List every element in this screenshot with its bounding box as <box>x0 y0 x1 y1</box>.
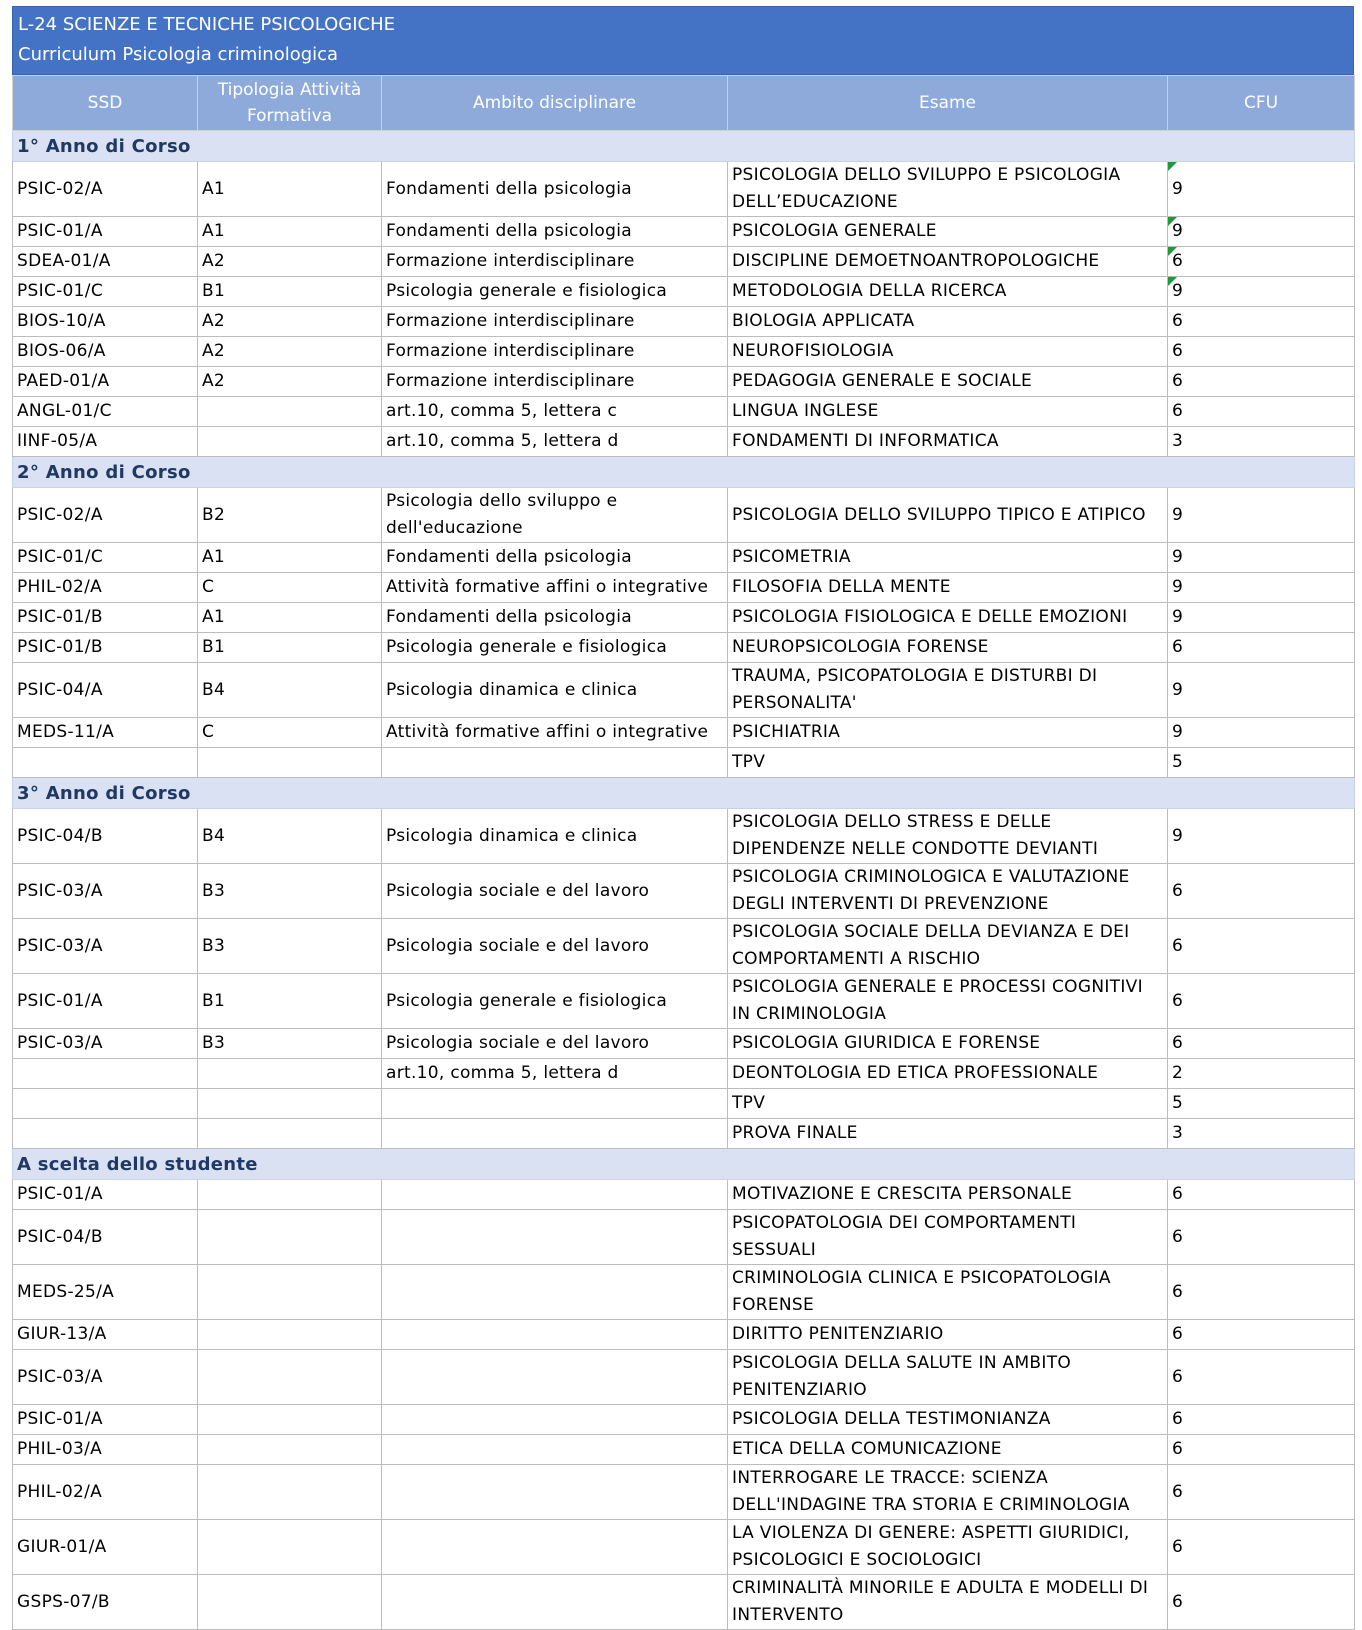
table-row <box>13 337 1355 367</box>
cell-ssd[interactable] <box>13 1119 198 1149</box>
cell-ambito[interactable]: Fondamenti della psicologia <box>382 603 728 633</box>
cell-cfu[interactable] <box>1168 543 1355 573</box>
cell-esame[interactable]: INTERROGARE LE TRACCE: SCIENZA DELL'INDAGINE TRA STORIA E CRIMINOLOGIA <box>728 1465 1168 1520</box>
cell-cfu[interactable] <box>1168 1350 1355 1405</box>
cell-cfu[interactable] <box>1168 1405 1355 1435</box>
cell-ssd[interactable]: PSIC-02/A <box>13 162 198 217</box>
cell-ssd[interactable]: ANGL-01/C <box>13 397 198 427</box>
cell-esame[interactable]: METODOLOGIA DELLA RICERCA <box>728 277 1168 307</box>
cell-tipologia[interactable]: C <box>198 573 382 603</box>
cfu-value: 6 <box>1172 1184 1184 1204</box>
cell-cfu[interactable] <box>1168 162 1355 217</box>
cell-tipologia[interactable]: A2 <box>198 337 382 367</box>
cell-cfu[interactable] <box>1168 809 1355 864</box>
cfu-value: 2 <box>1172 1063 1184 1083</box>
cell-esame[interactable]: PSICOLOGIA DELLO STRESS E DELLE DIPENDENZE NELLE CONDOTTE DEVIANTI <box>728 809 1168 864</box>
table-row <box>13 1029 1355 1059</box>
cell-esame[interactable]: ETICA DELLA COMUNICAZIONE <box>728 1435 1168 1465</box>
cell-tipologia[interactable]: A1 <box>198 162 382 217</box>
table-row <box>13 748 1355 778</box>
header-ambito[interactable]: Ambito disciplinare <box>382 76 728 131</box>
table-row <box>13 603 1355 633</box>
cell-esame[interactable]: PSICOLOGIA DELLO SVILUPPO TIPICO E ATIPICO <box>728 488 1168 543</box>
cell-esame[interactable]: DIRITTO PENITENZIARIO <box>728 1320 1168 1350</box>
cell-cfu[interactable] <box>1168 1520 1355 1575</box>
exam-table <box>12 75 1355 1630</box>
cell-ambito[interactable]: Attività formative affini o integrative <box>382 718 728 748</box>
cell-esame[interactable]: FILOSOFIA DELLA MENTE <box>728 573 1168 603</box>
cell-esame[interactable]: PSICOLOGIA DELLA SALUTE IN AMBITO PENITENZIARIO <box>728 1350 1168 1405</box>
curriculum-title: Curriculum Psicologia criminologica <box>18 44 339 65</box>
cell-cfu[interactable] <box>1168 397 1355 427</box>
cfu-value: 6 <box>1172 341 1184 361</box>
cell-cfu[interactable] <box>1168 573 1355 603</box>
cfu-value: 6 <box>1172 311 1184 331</box>
cell-ssd[interactable]: PSIC-01/C <box>13 543 198 573</box>
cell-cfu[interactable] <box>1168 718 1355 748</box>
table-row <box>13 1265 1355 1320</box>
cell-esame[interactable]: PSICOLOGIA FISIOLOGICA E DELLE EMOZIONI <box>728 603 1168 633</box>
table-row <box>13 277 1355 307</box>
cell-tipologia[interactable]: B3 <box>198 864 382 919</box>
comment-indicator-icon <box>1168 217 1177 226</box>
cell-tipologia[interactable] <box>198 427 382 457</box>
cell-cfu[interactable] <box>1168 367 1355 397</box>
header-row <box>13 76 1355 131</box>
cell-tipologia[interactable] <box>198 1520 382 1575</box>
cell-ssd[interactable]: PHIL-03/A <box>13 1435 198 1465</box>
cell-ambito[interactable]: Attività formative affini o integrative <box>382 573 728 603</box>
table-row <box>13 307 1355 337</box>
cell-ambito[interactable] <box>382 1520 728 1575</box>
cell-esame[interactable]: PSICHIATRIA <box>728 718 1168 748</box>
cell-esame[interactable]: PEDAGOGIA GENERALE E SOCIALE <box>728 367 1168 397</box>
cfu-value: 6 <box>1172 1324 1184 1344</box>
cell-ssd[interactable]: PSIC-04/B <box>13 809 198 864</box>
cell-esame[interactable]: CRIMINOLOGIA CLINICA E PSICOPATOLOGIA FORENSE <box>728 1265 1168 1320</box>
table-row <box>13 864 1355 919</box>
cfu-value: 6 <box>1172 1366 1184 1387</box>
header-ssd[interactable]: SSD <box>13 76 198 131</box>
cfu-value: 6 <box>1172 637 1184 657</box>
cell-ambito[interactable] <box>382 1265 728 1320</box>
cfu-value: 3 <box>1172 431 1184 451</box>
cell-cfu[interactable] <box>1168 1265 1355 1320</box>
table-row <box>13 247 1355 277</box>
cell-ssd[interactable]: PSIC-04/A <box>13 663 198 718</box>
section-label[interactable]: 3° Anno di Corso <box>13 778 1355 809</box>
cell-esame[interactable]: CRIMINALITÀ MINORILE E ADULTA E MODELLI DI INTERVENTO <box>728 1575 1168 1630</box>
cell-cfu[interactable] <box>1168 603 1355 633</box>
cell-ambito[interactable]: art.10, comma 5, lettera d <box>382 427 728 457</box>
cfu-value: 9 <box>1172 281 1184 301</box>
cell-tipologia[interactable]: B4 <box>198 809 382 864</box>
cell-cfu[interactable] <box>1168 663 1355 718</box>
cell-cfu[interactable] <box>1168 1435 1355 1465</box>
cell-ambito[interactable]: Psicologia sociale e del lavoro <box>382 1029 728 1059</box>
cell-ssd[interactable]: BIOS-10/A <box>13 307 198 337</box>
cell-ssd[interactable] <box>13 1059 198 1089</box>
cell-tipologia[interactable] <box>198 1119 382 1149</box>
cell-ssd[interactable]: PSIC-03/A <box>13 1350 198 1405</box>
cell-tipologia[interactable]: A1 <box>198 543 382 573</box>
section-row <box>13 457 1355 488</box>
cell-cfu[interactable] <box>1168 974 1355 1029</box>
cell-tipologia[interactable]: B3 <box>198 919 382 974</box>
cell-cfu[interactable] <box>1168 1089 1355 1119</box>
cell-tipologia[interactable]: B1 <box>198 974 382 1029</box>
cfu-value: 9 <box>1172 679 1184 700</box>
cell-cfu[interactable] <box>1168 1575 1355 1630</box>
cell-esame[interactable]: PSICOLOGIA DELLO SVILUPPO E PSICOLOGIA DELL’EDUCAZIONE <box>728 162 1168 217</box>
section-label[interactable]: 2° Anno di Corso <box>13 457 1355 488</box>
cell-esame[interactable]: PSICOMETRIA <box>728 543 1168 573</box>
cfu-value: 6 <box>1172 1481 1184 1502</box>
cell-tipologia[interactable]: B3 <box>198 1029 382 1059</box>
table-row <box>13 162 1355 217</box>
cell-ambito[interactable] <box>382 1180 728 1210</box>
cfu-value: 6 <box>1172 990 1184 1011</box>
table-row <box>13 1210 1355 1265</box>
cfu-value: 6 <box>1172 880 1184 901</box>
cell-ambito[interactable]: Psicologia dinamica e clinica <box>382 663 728 718</box>
table-row <box>13 633 1355 663</box>
cell-esame[interactable]: NEUROFISIOLOGIA <box>728 337 1168 367</box>
cell-esame[interactable]: LA VIOLENZA DI GENERE: ASPETTI GIURIDICI, PSICOLOGICI E SOCIOLOGICI <box>728 1520 1168 1575</box>
cell-tipologia[interactable]: B4 <box>198 663 382 718</box>
cell-ambito[interactable]: Psicologia dello sviluppo e dell'educazione <box>382 488 728 543</box>
cell-esame[interactable]: PSICOLOGIA SOCIALE DELLA DEVIANZA E DEI COMPORTAMENTI A RISCHIO <box>728 919 1168 974</box>
cell-cfu[interactable] <box>1168 633 1355 663</box>
cfu-value: 6 <box>1172 1226 1184 1247</box>
course-title: L-24 SCIENZE E TECNICHE PSICOLOGICHE <box>18 14 396 35</box>
section-label[interactable]: 1° Anno di Corso <box>13 131 1355 162</box>
cell-tipologia[interactable]: B1 <box>198 277 382 307</box>
cell-esame[interactable]: PROVA FINALE <box>728 1119 1168 1149</box>
cell-ssd[interactable]: GSPS-07/B <box>13 1575 198 1630</box>
header-esame[interactable]: Esame <box>728 76 1168 131</box>
table-row <box>13 1059 1355 1089</box>
table-row <box>13 488 1355 543</box>
cfu-value: 9 <box>1172 547 1184 567</box>
cell-ambito[interactable]: Psicologia sociale e del lavoro <box>382 919 728 974</box>
cell-ambito[interactable] <box>382 1435 728 1465</box>
cell-ssd[interactable]: GIUR-13/A <box>13 1320 198 1350</box>
comment-indicator-icon <box>1168 247 1177 256</box>
cell-esame[interactable]: BIOLOGIA APPLICATA <box>728 307 1168 337</box>
cell-ssd[interactable]: PHIL-02/A <box>13 573 198 603</box>
cell-ssd[interactable]: SDEA-01/A <box>13 247 198 277</box>
cfu-value: 6 <box>1172 1281 1184 1302</box>
cell-esame[interactable]: TPV <box>728 1089 1168 1119</box>
table-row <box>13 1320 1355 1350</box>
cell-ambito[interactable] <box>382 1210 728 1265</box>
cell-cfu[interactable] <box>1168 864 1355 919</box>
table-row <box>13 1405 1355 1435</box>
header-tipologia[interactable]: Tipologia Attività Formativa <box>198 76 382 131</box>
cfu-value: 9 <box>1172 825 1184 846</box>
cell-ambito[interactable]: Formazione interdisciplinare <box>382 367 728 397</box>
cell-ssd[interactable]: PSIC-03/A <box>13 1029 198 1059</box>
table-row <box>13 1350 1355 1405</box>
cell-ssd[interactable]: PSIC-01/B <box>13 633 198 663</box>
cell-ssd[interactable]: GIUR-01/A <box>13 1520 198 1575</box>
cell-ambito[interactable] <box>382 748 728 778</box>
cell-cfu[interactable] <box>1168 1059 1355 1089</box>
cell-ambito[interactable]: art.10, comma 5, lettera d <box>382 1059 728 1089</box>
cell-tipologia[interactable] <box>198 1180 382 1210</box>
cfu-value: 5 <box>1172 1093 1184 1113</box>
cell-tipologia[interactable] <box>198 1465 382 1520</box>
cell-esame[interactable]: TPV <box>728 748 1168 778</box>
cell-ssd[interactable] <box>13 748 198 778</box>
cell-cfu[interactable] <box>1168 919 1355 974</box>
comment-indicator-icon <box>1168 162 1177 171</box>
cell-ambito[interactable] <box>382 1089 728 1119</box>
cell-ssd[interactable]: PSIC-01/A <box>13 974 198 1029</box>
cell-tipologia[interactable]: C <box>198 718 382 748</box>
cell-ambito[interactable] <box>382 1320 728 1350</box>
cfu-value: 9 <box>1172 504 1184 525</box>
cfu-value: 9 <box>1172 178 1184 199</box>
cell-ambito[interactable] <box>382 1119 728 1149</box>
table-row <box>13 217 1355 247</box>
table-row <box>13 718 1355 748</box>
cell-ambito[interactable] <box>382 1575 728 1630</box>
cfu-value: 6 <box>1172 1033 1184 1053</box>
cell-ssd[interactable]: PSIC-03/A <box>13 864 198 919</box>
cell-ssd[interactable]: PAED-01/A <box>13 367 198 397</box>
cell-esame[interactable]: DISCIPLINE DEMOETNOANTROPOLOGICHE <box>728 247 1168 277</box>
cell-tipologia[interactable] <box>198 1405 382 1435</box>
section-label[interactable]: A scelta dello studente <box>13 1149 1355 1180</box>
cell-cfu[interactable] <box>1168 307 1355 337</box>
cfu-value: 6 <box>1172 1591 1184 1612</box>
cell-ambito[interactable]: Psicologia dinamica e clinica <box>382 809 728 864</box>
cell-cfu[interactable] <box>1168 217 1355 247</box>
cell-cfu[interactable] <box>1168 247 1355 277</box>
cell-ambito[interactable]: Psicologia generale e fisiologica <box>382 974 728 1029</box>
cell-ambito[interactable]: Formazione interdisciplinare <box>382 307 728 337</box>
header-cfu[interactable]: CFU <box>1168 76 1355 131</box>
cell-esame[interactable]: NEUROPSICOLOGIA FORENSE <box>728 633 1168 663</box>
cell-ssd[interactable]: BIOS-06/A <box>13 337 198 367</box>
cfu-value: 3 <box>1172 1123 1184 1143</box>
cell-tipologia[interactable]: A2 <box>198 247 382 277</box>
cfu-value: 6 <box>1172 401 1184 421</box>
cell-esame[interactable]: PSICOLOGIA GIURIDICA E FORENSE <box>728 1029 1168 1059</box>
table-row <box>13 397 1355 427</box>
table-row <box>13 974 1355 1029</box>
cfu-value: 6 <box>1172 251 1184 271</box>
cell-esame[interactable]: PSICOLOGIA GENERALE <box>728 217 1168 247</box>
table-row <box>13 1465 1355 1520</box>
cell-esame[interactable]: PSICOPATOLOGIA DEI COMPORTAMENTI SESSUALI <box>728 1210 1168 1265</box>
cell-esame[interactable]: TRAUMA, PSICOPATOLOGIA E DISTURBI DI PERSONALITA' <box>728 663 1168 718</box>
cell-cfu[interactable] <box>1168 1180 1355 1210</box>
table-row <box>13 1180 1355 1210</box>
table-row <box>13 367 1355 397</box>
cell-ambito[interactable] <box>382 1350 728 1405</box>
cell-ssd[interactable]: PSIC-01/C <box>13 277 198 307</box>
cfu-value: 9 <box>1172 577 1184 597</box>
cfu-value: 9 <box>1172 221 1184 241</box>
cfu-value: 9 <box>1172 722 1184 742</box>
table-row <box>13 543 1355 573</box>
cell-tipologia[interactable] <box>198 1089 382 1119</box>
cell-ssd[interactable]: PSIC-01/A <box>13 1405 198 1435</box>
cell-tipologia[interactable] <box>198 1575 382 1630</box>
cfu-value: 6 <box>1172 1536 1184 1557</box>
curriculum-sheet <box>12 6 1354 1630</box>
cell-cfu[interactable] <box>1168 1029 1355 1059</box>
cell-ambito[interactable]: Fondamenti della psicologia <box>382 543 728 573</box>
cell-ssd[interactable] <box>13 1089 198 1119</box>
cell-ssd[interactable]: PSIC-02/A <box>13 488 198 543</box>
cell-cfu[interactable] <box>1168 1465 1355 1520</box>
table-row <box>13 1089 1355 1119</box>
cell-ssd[interactable]: PSIC-01/A <box>13 1180 198 1210</box>
table-row <box>13 1119 1355 1149</box>
cell-tipologia[interactable]: A2 <box>198 367 382 397</box>
table-row <box>13 427 1355 457</box>
table-row <box>13 663 1355 718</box>
cell-ambito[interactable]: Formazione interdisciplinare <box>382 337 728 367</box>
table-row <box>13 919 1355 974</box>
cell-ssd[interactable]: PSIC-01/A <box>13 217 198 247</box>
table-row <box>13 1520 1355 1575</box>
cell-esame[interactable]: PSICOLOGIA CRIMINOLOGICA E VALUTAZIONE DEGLI INTERVENTI DI PREVENZIONE <box>728 864 1168 919</box>
cell-esame[interactable]: DEONTOLOGIA ED ETICA PROFESSIONALE <box>728 1059 1168 1089</box>
cell-tipologia[interactable] <box>198 1210 382 1265</box>
cell-ssd[interactable]: PSIC-01/B <box>13 603 198 633</box>
cell-ambito[interactable]: Psicologia sociale e del lavoro <box>382 864 728 919</box>
cell-tipologia[interactable] <box>198 748 382 778</box>
cell-tipologia[interactable]: A1 <box>198 217 382 247</box>
cell-cfu[interactable] <box>1168 427 1355 457</box>
cell-ambito[interactable]: Fondamenti della psicologia <box>382 217 728 247</box>
cell-tipologia[interactable]: A2 <box>198 307 382 337</box>
cell-esame[interactable]: PSICOLOGIA GENERALE E PROCESSI COGNITIVI IN CRIMINOLOGIA <box>728 974 1168 1029</box>
cell-ambito[interactable] <box>382 1465 728 1520</box>
cell-ambito[interactable]: Fondamenti della psicologia <box>382 162 728 217</box>
cell-ambito[interactable] <box>382 1405 728 1435</box>
cell-cfu[interactable] <box>1168 1119 1355 1149</box>
cell-esame[interactable]: LINGUA INGLESE <box>728 397 1168 427</box>
cell-ssd[interactable]: MEDS-25/A <box>13 1265 198 1320</box>
cell-ambito[interactable]: art.10, comma 5, lettera c <box>382 397 728 427</box>
cfu-value: 6 <box>1172 1439 1184 1459</box>
cell-cfu[interactable] <box>1168 1320 1355 1350</box>
table-row <box>13 573 1355 603</box>
cell-esame[interactable]: MOTIVAZIONE E CRESCITA PERSONALE <box>728 1180 1168 1210</box>
cell-ambito[interactable]: Psicologia generale e fisiologica <box>382 277 728 307</box>
cell-ssd[interactable]: PSIC-04/B <box>13 1210 198 1265</box>
cell-cfu[interactable] <box>1168 488 1355 543</box>
cell-tipologia[interactable] <box>198 1320 382 1350</box>
cell-ambito[interactable]: Psicologia generale e fisiologica <box>382 633 728 663</box>
cell-tipologia[interactable] <box>198 1435 382 1465</box>
cfu-value: 6 <box>1172 371 1184 391</box>
section-row <box>13 1149 1355 1180</box>
cell-ssd[interactable]: IINF-05/A <box>13 427 198 457</box>
section-row <box>13 778 1355 809</box>
cfu-value: 9 <box>1172 607 1184 627</box>
cell-ssd[interactable]: MEDS-11/A <box>13 718 198 748</box>
cell-cfu[interactable] <box>1168 748 1355 778</box>
cell-cfu[interactable] <box>1168 337 1355 367</box>
cell-tipologia[interactable]: A1 <box>198 603 382 633</box>
table-row <box>13 1575 1355 1630</box>
cell-ssd[interactable]: PHIL-02/A <box>13 1465 198 1520</box>
cell-cfu[interactable] <box>1168 277 1355 307</box>
cell-tipologia[interactable] <box>198 1059 382 1089</box>
cell-esame[interactable]: FONDAMENTI DI INFORMATICA <box>728 427 1168 457</box>
cell-tipologia[interactable]: B1 <box>198 633 382 663</box>
cfu-value: 5 <box>1172 752 1184 772</box>
cell-ssd[interactable]: PSIC-03/A <box>13 919 198 974</box>
cfu-value: 6 <box>1172 1409 1184 1429</box>
cell-tipologia[interactable]: B2 <box>198 488 382 543</box>
section-row <box>13 131 1355 162</box>
cfu-value: 6 <box>1172 935 1184 956</box>
comment-indicator-icon <box>1168 277 1177 286</box>
cell-ambito[interactable]: Formazione interdisciplinare <box>382 247 728 277</box>
cell-tipologia[interactable] <box>198 397 382 427</box>
title-bar <box>12 6 1354 75</box>
cell-esame[interactable]: PSICOLOGIA DELLA TESTIMONIANZA <box>728 1405 1168 1435</box>
cell-cfu[interactable] <box>1168 1210 1355 1265</box>
table-row <box>13 809 1355 864</box>
cell-tipologia[interactable] <box>198 1350 382 1405</box>
table-row <box>13 1435 1355 1465</box>
table-body <box>13 131 1355 1630</box>
cell-tipologia[interactable] <box>198 1265 382 1320</box>
